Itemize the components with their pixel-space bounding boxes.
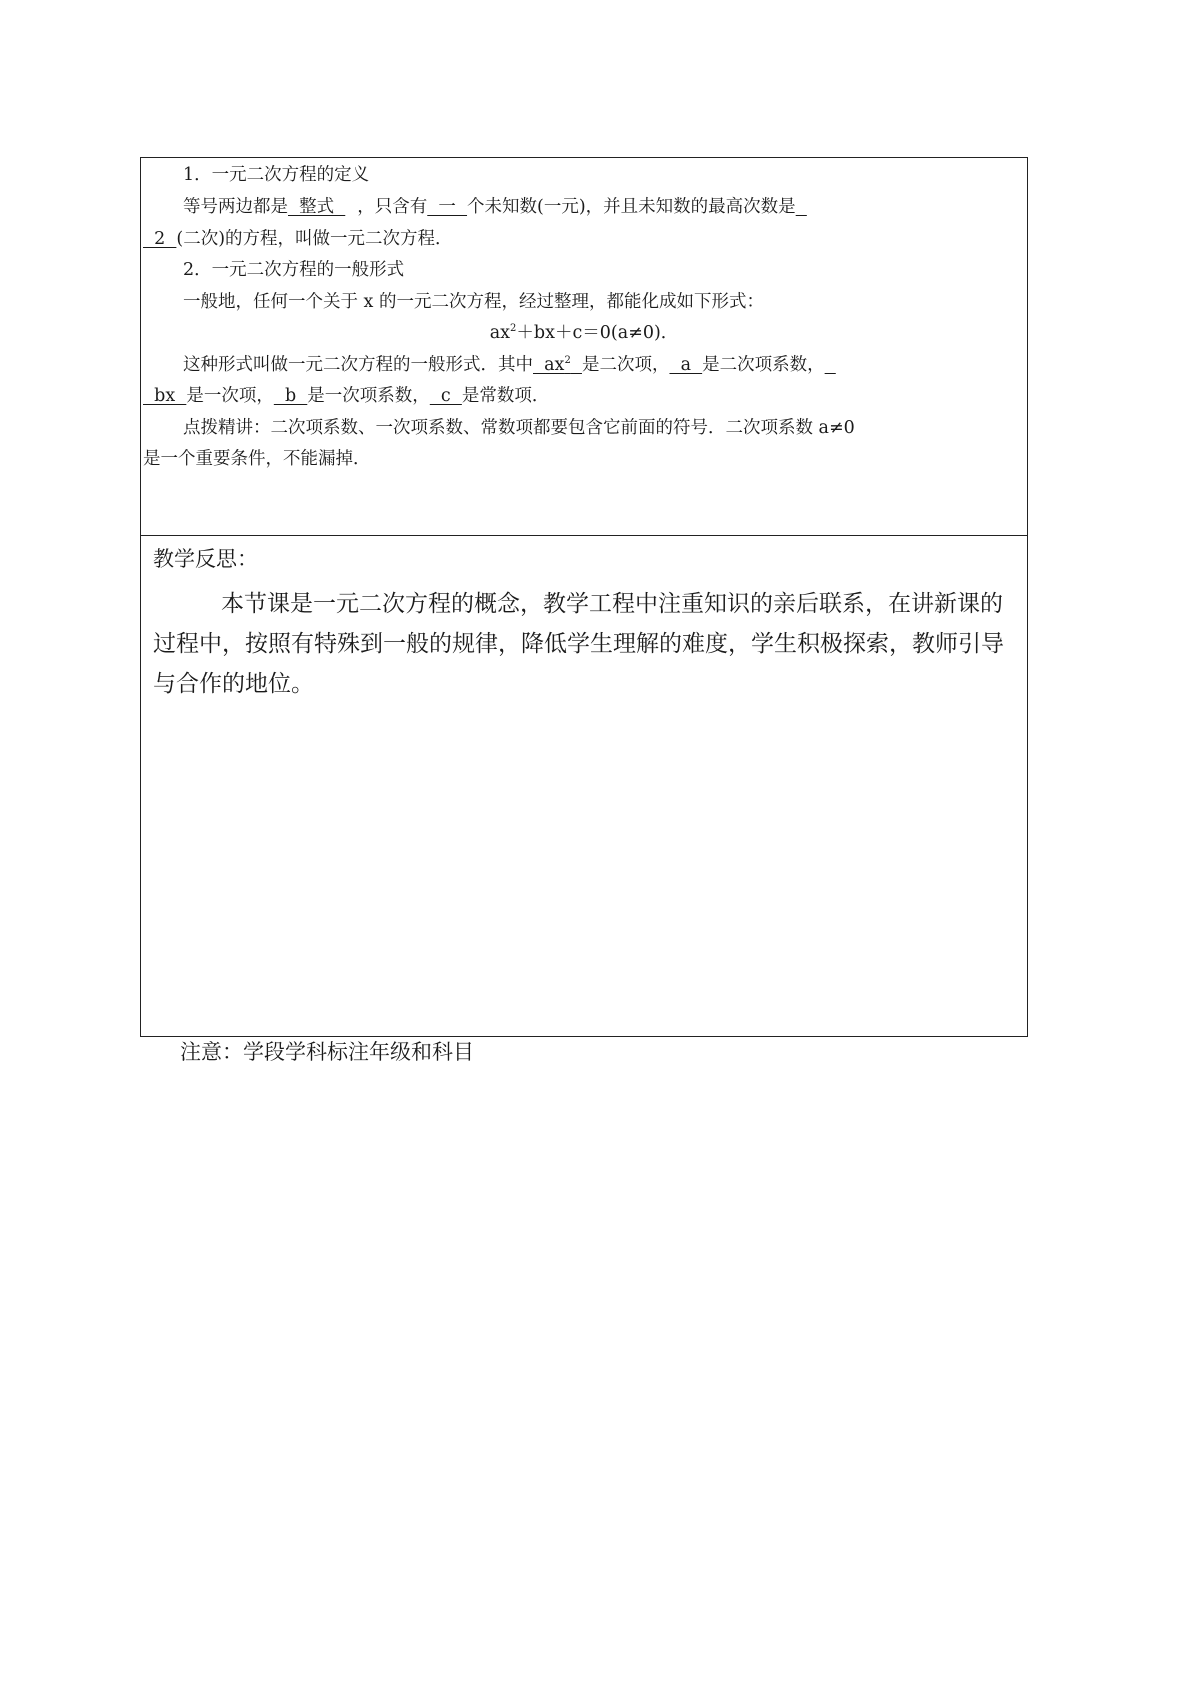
blank-answer-b: b bbox=[273, 386, 308, 406]
section1-title: 1．一元二次方程的定义 bbox=[183, 165, 370, 185]
formula bbox=[141, 318, 1027, 350]
section2-definition-line2 bbox=[143, 381, 549, 413]
section2-definition-line1 bbox=[183, 350, 836, 382]
formula-part: ax bbox=[489, 323, 511, 343]
formula-exponent: 2 bbox=[510, 323, 517, 335]
blank-answer-one: 一 bbox=[427, 197, 468, 217]
text-fragment: 是一次项系数， bbox=[307, 386, 430, 406]
text-fragment: ，只含有 bbox=[357, 197, 428, 217]
blank-answer-bx: bx bbox=[143, 386, 187, 406]
reflection-title: 教学反思： bbox=[153, 547, 258, 571]
blank-answer-two: 2 bbox=[143, 229, 177, 249]
text-fragment: 个未知数(一元)，并且未知数的最高次数是 bbox=[467, 197, 796, 217]
text-fragment: 是常数项． bbox=[461, 386, 550, 406]
text-fragment: 是二次项系数， bbox=[702, 355, 825, 375]
blank-part bbox=[571, 355, 582, 375]
blank-answer-a: a bbox=[669, 355, 703, 375]
formula-part: ＋bx＋c＝0(a≠0)． bbox=[516, 323, 679, 343]
blank-answer-c: c bbox=[429, 386, 462, 406]
general-form-formula bbox=[141, 318, 1027, 350]
blank-line-end bbox=[796, 197, 807, 217]
blank-part: ax bbox=[533, 355, 565, 375]
blank-exponent: 2 bbox=[564, 355, 571, 367]
blank-line-end bbox=[825, 355, 836, 375]
text-fragment: 等号两边都是 bbox=[183, 197, 288, 217]
teaching-reflection-box bbox=[140, 535, 1028, 1037]
text-fragment: 这种形式叫做一元二次方程的一般形式．其中 bbox=[183, 355, 533, 375]
lesson-content-box bbox=[140, 157, 1028, 536]
blank-answer-integral: 整式 bbox=[288, 197, 346, 217]
section2-intro: 一般地，任何一个关于 x 的一元二次方程，经过整理，都能化成如下形式： bbox=[183, 292, 764, 312]
footer-note: 注意：学段学科标注年级和科目 bbox=[180, 1040, 474, 1064]
section2-title: 2．一元二次方程的一般形式 bbox=[183, 260, 405, 280]
tip-line1: 点拨精讲：二次项系数、一次项系数、常数项都要包含它前面的符号．二次项系数 a≠0 bbox=[183, 418, 855, 438]
blank-answer-ax2 bbox=[533, 355, 582, 375]
section1-line1 bbox=[183, 192, 807, 224]
tip-line2: 是一个重要条件，不能漏掉． bbox=[143, 449, 371, 469]
reflection-text: 本节课是一元二次方程的概念，教学工程中注重知识的亲后联系，在讲新课的过程中，按照有特殊到一般的规律，降低学生理解的难度，学生积极探索，教师引导与合作的地位。 bbox=[153, 591, 1004, 697]
text-fragment: 是一次项， bbox=[186, 386, 274, 406]
text-fragment: (二次)的方程，叫做一元二次方程． bbox=[176, 229, 453, 249]
text-fragment: 是二次项， bbox=[581, 355, 670, 375]
section1-line2 bbox=[143, 224, 453, 256]
